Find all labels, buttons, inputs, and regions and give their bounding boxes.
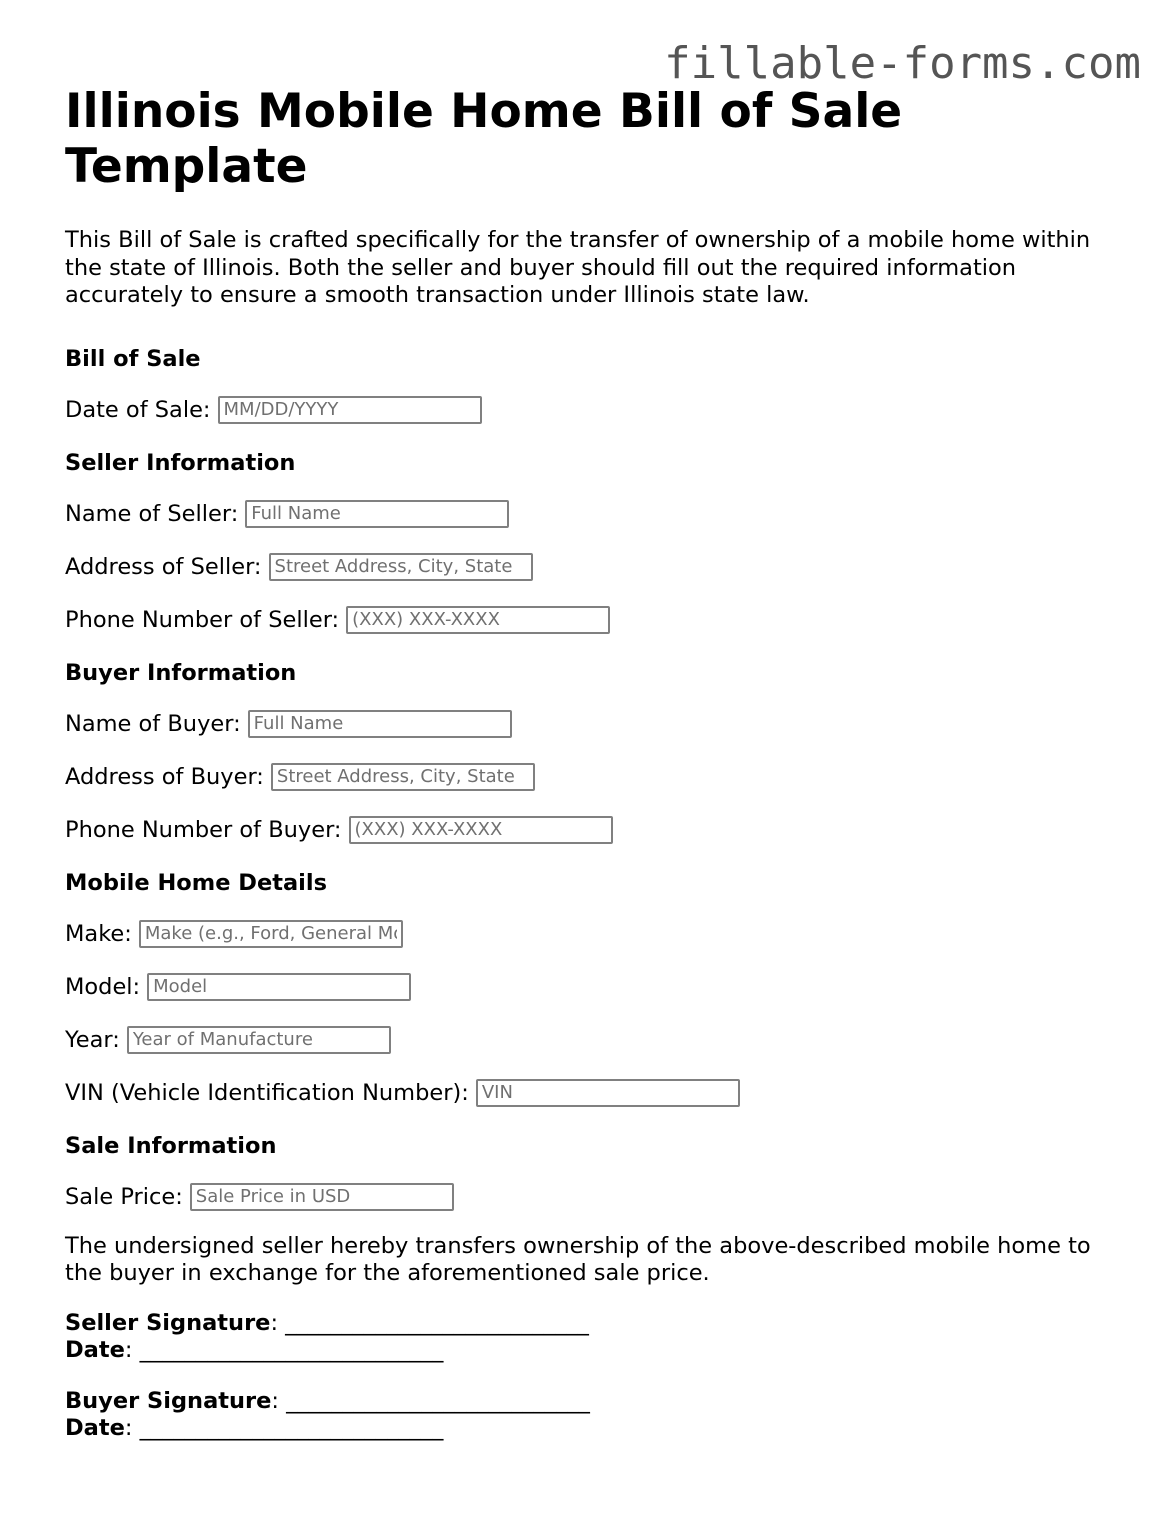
buyer-address-input[interactable] (271, 763, 535, 791)
date-of-sale-label: Date of Sale: (65, 396, 211, 423)
vin-row (65, 1079, 1125, 1107)
seller-name-label: Name of Seller: (65, 500, 239, 527)
seller-info-heading: Seller Information (65, 449, 296, 476)
date-of-sale-input[interactable] (218, 396, 482, 424)
buyer-address-label: Address of Buyer: (65, 763, 264, 790)
make-label: Make: (65, 920, 132, 947)
seller-phone-label: Phone Number of Seller: (65, 606, 340, 633)
make-row (65, 920, 1125, 948)
buyer-date-blank[interactable]: ___________________________ (139, 1414, 444, 1441)
seller-phone-row (65, 606, 1125, 634)
intro-text: This Bill of Sale is crafted specifically for the transfer of ownership of a mobile home within the state of Illinois. Both the seller and buyer should fill out the required information accurately to ensure a smooth transaction under Illinois state law. (65, 227, 1091, 308)
model-label: Model: (65, 973, 141, 1000)
transfer-statement: The undersigned seller hereby transfers ownership of the above-described mobile home to the buyer in exchange for the aforementioned sale price. (65, 1232, 1091, 1286)
buyer-info-heading: Buyer Information (65, 659, 297, 686)
vin-label: VIN (Vehicle Identification Number): (65, 1079, 469, 1106)
buyer-name-label: Name of Buyer: (65, 710, 241, 737)
page-title: Illinois Mobile Home Bill of Sale Template (65, 84, 903, 194)
buyer-name-input[interactable] (248, 710, 512, 738)
seller-signature-blank[interactable]: ___________________________ (285, 1309, 589, 1336)
form-page (65, 84, 1125, 1442)
year-row (65, 1026, 1125, 1054)
sale-info-heading: Sale Information (65, 1132, 277, 1159)
vin-input[interactable] (476, 1079, 740, 1107)
buyer-phone-label: Phone Number of Buyer: (65, 816, 342, 843)
seller-signature-label: Seller Signature (65, 1309, 271, 1336)
seller-signature-line: Seller Signature: ___________________________ (65, 1309, 589, 1336)
buyer-signature-block (65, 1388, 1125, 1442)
buyer-signature-label: Buyer Signature (65, 1387, 272, 1414)
buyer-signature-blank[interactable]: ___________________________ (286, 1387, 590, 1414)
seller-name-row (65, 500, 1125, 528)
model-row (65, 973, 1125, 1001)
sale-price-row (65, 1183, 1125, 1211)
seller-address-row (65, 553, 1125, 581)
buyer-phone-row (65, 816, 1125, 844)
buyer-date-label: Date (65, 1414, 125, 1441)
make-input[interactable] (139, 920, 403, 948)
seller-address-input[interactable] (269, 553, 533, 581)
bill-of-sale-heading: Bill of Sale (65, 345, 201, 372)
seller-phone-input[interactable] (346, 606, 610, 634)
buyer-address-row (65, 763, 1125, 791)
seller-date-blank[interactable]: ___________________________ (139, 1336, 444, 1363)
watermark: fillable-forms.com (664, 38, 1141, 89)
date-of-sale-row (65, 396, 1125, 424)
seller-date-label: Date (65, 1336, 125, 1363)
year-input[interactable] (127, 1026, 391, 1054)
buyer-phone-input[interactable] (349, 816, 613, 844)
buyer-date-line: Date: ___________________________ (65, 1414, 444, 1441)
buyer-name-row (65, 710, 1125, 738)
buyer-signature-line: Buyer Signature: ___________________________ (65, 1387, 590, 1414)
model-input[interactable] (147, 973, 411, 1001)
mobile-home-details-heading: Mobile Home Details (65, 869, 327, 896)
seller-name-input[interactable] (245, 500, 509, 528)
seller-date-line: Date: ___________________________ (65, 1336, 444, 1363)
seller-signature-block (65, 1310, 1125, 1364)
sale-price-label: Sale Price: (65, 1183, 183, 1210)
seller-address-label: Address of Seller: (65, 553, 262, 580)
year-label: Year: (65, 1026, 120, 1053)
sale-price-input[interactable] (190, 1183, 454, 1211)
